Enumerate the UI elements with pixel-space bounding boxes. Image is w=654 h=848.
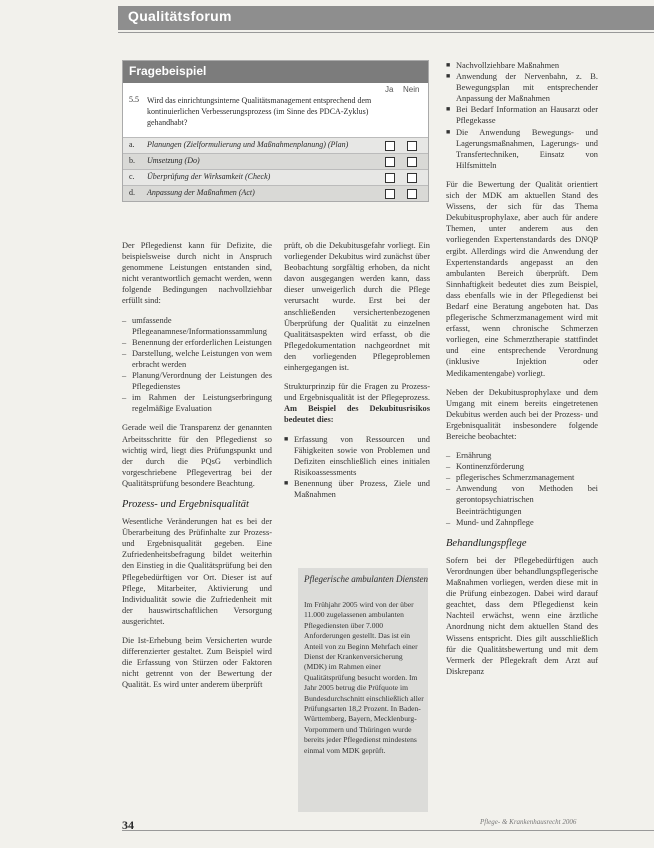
info-sidebox [298, 568, 428, 812]
row-letter: c. [129, 172, 135, 181]
column-yes-header: Ja [385, 85, 394, 94]
areas-list [446, 450, 598, 528]
list-item: ■ Erfassung von Ressourcen und Fähigkeiten sowie von Problemen und Defiziten einschließlich eines initialen Risikoassessments [294, 434, 430, 478]
row-letter: b. [129, 156, 135, 165]
column-3 [446, 60, 598, 685]
list-item: – Darstellung, welche Leistungen von wem erbracht werden [132, 348, 272, 370]
list-item: – Mund- und Zahnpflege [456, 517, 598, 528]
list-item: – pflegerisches Schmerzmanagement [456, 472, 598, 483]
measures-list [446, 60, 598, 171]
list-item: – Ernährung [456, 450, 598, 461]
no-checkbox[interactable] [407, 173, 417, 183]
example-title-bar [123, 61, 428, 83]
question-number: 5.5 [129, 95, 139, 104]
sidebox-text: Im Frühjahr 2005 wird von der über 11.000 zugelassenen ambulanten Pflegediensten über 7.000 Anforderungen gestellt. Das ist ein Anteil von zu Beginn Mehrfach einer Dienst der Krankenversicherung (MDK) im Rahmen einer Qualitätsprüfung besucht worden. Im Jahr 2005 betrug die Prüfquote im Bundesdurchschnitt einschließlich aller Prüfungsarten 18,2 Prozent. In Baden-Württemberg, Bayern, Mecklenburg-Vorpommern und Thüringen wurde bereits jeder Pflegedienst mindestens einmal vom MDK geprüft. [304, 600, 424, 755]
yes-checkbox[interactable] [385, 173, 395, 183]
sidebox-title: Pflegerische ambulanten Diensten [304, 574, 428, 584]
list-item: – Anwendung von Methoden bei gerontopsychiatrischen Beeinträchtigungen [456, 483, 598, 516]
subheading: Prozess- und Ergebnisqualität [122, 498, 249, 510]
list-item: ■ Benennung über Prozess, Ziele und Maßnahmen [294, 478, 430, 500]
paragraph: prüft, ob die Dekubitusgefahr vorliegt. Ein vorliegender Dekubitus wird zunächst über Beobachtung sorgfältig erhoben, da nicht davon ausgegangen werden kann, dass dieser unweigerlich durch die Pflege verursacht wurde. Erst bei der anschließenden versichertenbezogenen Überprüfung der Qualität zu einzelnen Qualitätsaspekten wird erfasst, ob die Pflegedokumentation nachgeordnet mit den vorliegenden Pflegeproblemen einhergegangen ist. [284, 241, 430, 373]
subheading: Behandlungspflege [446, 537, 527, 549]
paragraph: Für die Bewertung der Qualität orientiert sich der MDK am aktuellen Stand des Wissens, der sich für das Thema Dekubitusprophylaxe, aber auch für andere Themen, unter anderem aus den vorliegenden Expertenstandards des DNQP ergibt. Allerdings wird die Anwendung der Expertenstandards angepasst an den ambulanten Bereich überprüft. Dem Sinnhaftigkeit bedeutet dies zum Beispiel, dass ebenfalls wie in der Pflegedienst bei Bedarf eine Beratung angeboten hat. Das pflegerische Schmerzmanagement wird mit erfasst, wenn chronische Schmerzen vorliegen, eine Schmerztherapie stattfindet und eine entsprechende Verordnung (inklusive Injektion oder Medikamentengabe) vorliegt. [446, 179, 598, 378]
paragraph-text: Strukturprinzip für die Fragen zu Prozess- und Ergebnisqualität ist der Pflegeprozess. [284, 382, 430, 403]
no-checkbox[interactable] [407, 141, 417, 151]
paragraph: Sofern bei der Pflegebedürftigen auch Verordnungen über behandlungspflegerische Maßnahmen vorliegen, werden diese mit in die Prüfung einbezogen. Dabei wird darauf geachtet, dass dem Pflegedienst kein Nachteil erwächst, wenn eine ärztliche Anordnung nicht dem aktuellen Stand des Wissens entspricht. Dies gilt ausschließlich für die Qualitätsbewertung und mit dem Vermerk der Pflegekraft dem Arzt auf Diskrepanz [446, 555, 598, 676]
column-2 [284, 240, 430, 508]
page-number: 34 [122, 818, 134, 832]
paragraph: Wesentliche Veränderungen hat es bei der Überarbeitung des Prüfinhalte zur Prozess- und Ergebnisqualität gegeben. Eine Zufriedenheitsbefragung bildet weiterhin den Einstieg in die Qualitätsprüfung bei den Pflegebedürftigen vor Ort. Dieser ist auf Pflege, Mitarbeiter, Aktivierung und Individualität sowie die Zufriedenheit mit der hauswirtschaftlichen Versorgung ausgerichtet. [122, 517, 272, 626]
column-1 [122, 240, 272, 698]
paragraph: Neben der Dekubitusprophylaxe und dem Umgang mit einem bereits eingetretenen Dekubitus werden auch bei der Prozess- und Ergebnisqualität insbesondere folgende Bereiche beobachtet: [446, 387, 598, 441]
list-item: ■ Bei Bedarf Information an Hausarzt oder Pflegekasse [456, 104, 598, 126]
row-label: Planungen (Zielformulierung und Maßnahmenplanung) (Plan) [147, 140, 349, 149]
paragraph: Die Ist-Erhebung beim Versicherten wurde differenzierter gestaltet. Zum Beispiel wird die Erfassung von Stürzen oder Faktoren nicht getrennt von der Bewertung der Qualität. Es wird unter anderem überprüft [122, 636, 272, 690]
list-item: – Kontinenzförderung [456, 461, 598, 472]
section-title: Qualitätsforum [128, 8, 232, 24]
list-item: ■ Die Anwendung Bewegungs- und Lagerungsmaßnahmen, Lagerungs- und Transfertechniken, Einsatz von Hilfsmitteln [456, 127, 598, 171]
paragraph [284, 381, 430, 425]
list-item: ■ Anwendung der Nervenbahn, z. B. Bewegungsplan mit entsprechender Anpassung der Maßnahmen [456, 71, 598, 104]
footer-rule [122, 830, 654, 831]
column-no-header: Nein [403, 85, 420, 94]
paragraph: Gerade weil die Transparenz der genannten Arbeitsschritte für den Pflegedienst so wichtig wird, liegt dies Prüfungspunkt und der durch die PQsG verbindlich vorgeschriebene Pflegevertrag bei der Qualitätsprüfung besondere Beachtung. [122, 423, 272, 488]
paragraph-bold-text: Am Beispiel des Dekubitusrisikos bedeutet dies: [284, 404, 430, 425]
row-label: Umsetzung (Do) [147, 156, 200, 165]
question-text: Wird das einrichtungsinterne Qualitätsmanagement entsprechend dem kontinuierlichen Verbesserungsprozess (im Sinne des PDCA-Zyklus) gehandhabt? [147, 96, 372, 127]
list-item: ■ Nachvollziehbare Maßnahmen [456, 60, 598, 71]
answer-row [123, 137, 428, 153]
row-label: Überprüfung der Wirksamkeit (Check) [147, 172, 271, 181]
yes-checkbox[interactable] [385, 157, 395, 167]
list-item: – Benennung der erforderlichen Leistungen [132, 337, 272, 348]
row-label: Anpassung der Maßnahmen (Act) [147, 188, 255, 197]
answer-row [123, 153, 428, 169]
answer-rows [123, 137, 428, 201]
question-example-box [122, 60, 429, 202]
list-item: – umfassende Pflegeanamnese/Informationssammlung [132, 315, 272, 337]
list-item: – Planung/Verordnung der Leistungen des Pflegedienstes [132, 370, 272, 392]
row-letter: a. [129, 140, 135, 149]
yes-checkbox[interactable] [385, 189, 395, 199]
publication-name: Pflege- & Krankenhausrecht 2006 [480, 818, 577, 826]
no-checkbox[interactable] [407, 189, 417, 199]
requirements-list [122, 315, 272, 415]
page-margin [0, 0, 118, 848]
list-item: – im Rahmen der Leistungserbringung regelmäßige Evaluation [132, 392, 272, 414]
no-checkbox[interactable] [407, 157, 417, 167]
paragraph: Der Pflegedienst kann für Defizite, die beispielsweise durch nicht in Anspruch genommene Leistungen entstanden sind, nicht verantwortlich gemacht werden, wenn folgende Bedingungen nachvollziehbar erfüllt sind: [122, 241, 272, 306]
row-letter: d. [129, 188, 135, 197]
answer-row [123, 169, 428, 185]
answer-row [123, 185, 428, 201]
example-title: Fragebeispiel [129, 64, 207, 78]
steps-list [284, 434, 430, 501]
yes-checkbox[interactable] [385, 141, 395, 151]
header-rule [118, 32, 654, 33]
